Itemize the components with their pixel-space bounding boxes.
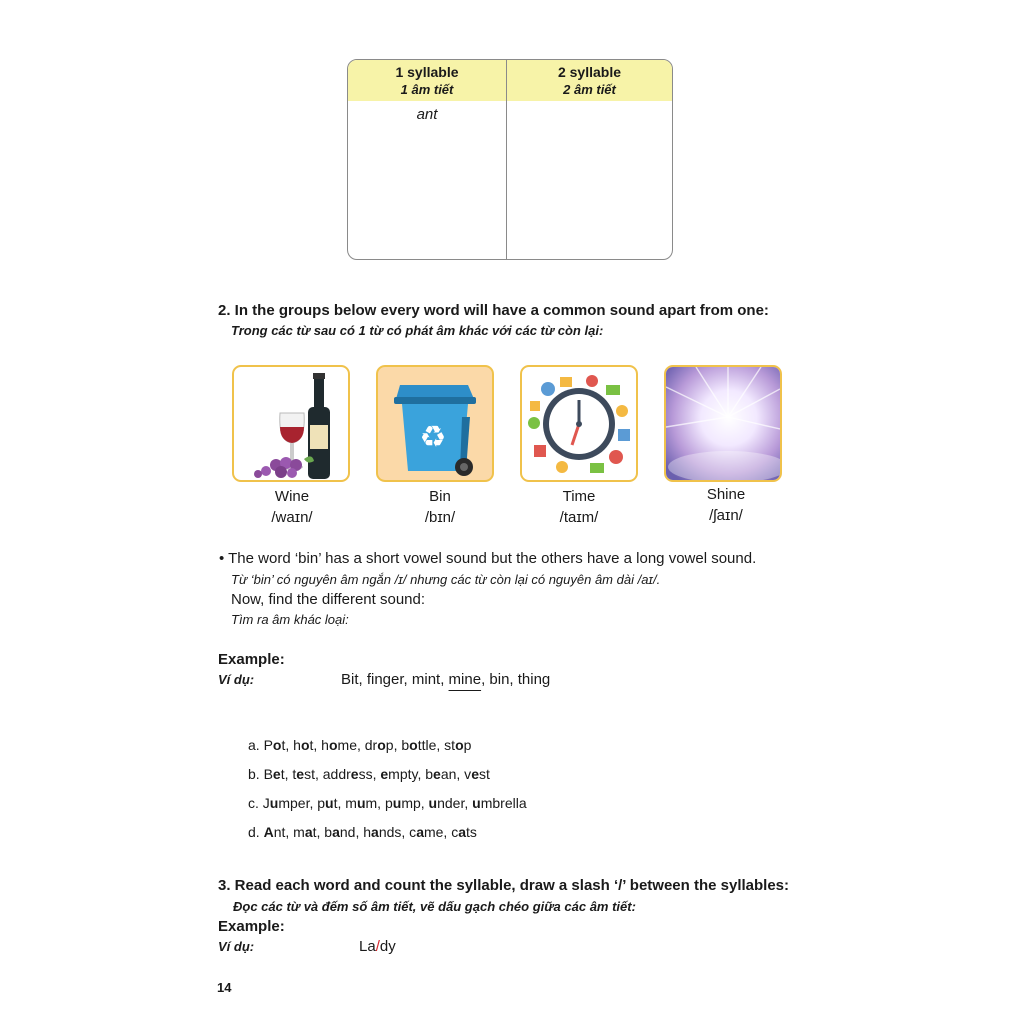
caption-ipa: /bɪn/ (424, 509, 456, 526)
option-highlight-letter: o (409, 737, 418, 753)
caption-wine (222, 486, 362, 528)
caption-ipa: /ʃaɪn/ (709, 507, 743, 524)
option-text: ttle, st (417, 737, 456, 753)
caption-word: Time (562, 488, 596, 505)
option-text: t, h (281, 737, 301, 753)
q3-example-part2: dy (379, 938, 396, 955)
q3-example-label-vi: Ví dụ: (218, 939, 255, 954)
option-highlight-letter: a (416, 824, 424, 840)
option-highlight-letter: e (433, 766, 441, 782)
col-one-syllable-header (348, 64, 506, 98)
caption-shine (656, 484, 796, 526)
syllable-table (347, 59, 673, 260)
option-highlight-letter: o (455, 737, 464, 753)
option-highlight-letter: o (328, 737, 338, 753)
option-text: mper, p (278, 795, 326, 811)
caption-ipa: /taɪm/ (559, 509, 599, 526)
note-text: • The word ‘bin’ has a short vowel sound but the others have a long vowel sound. (219, 550, 757, 567)
option-text: P (263, 737, 273, 753)
option-highlight-letter: a (371, 824, 379, 840)
option-text: st (478, 766, 490, 782)
q3-title: 3. Read each word and count the syllable, draw a slash ‘/’ between the syllables: (218, 877, 790, 894)
example-label-vi: Ví dụ: (218, 672, 255, 687)
q3-example-label: Example: (218, 918, 285, 935)
svg-text:♻: ♻ (419, 420, 447, 455)
option-highlight-letter: e (380, 766, 389, 782)
example-before: Bit, finger, mint, (341, 671, 449, 688)
option-highlight-letter: e (350, 766, 359, 782)
option-highlight-letter: e (272, 766, 281, 782)
option-highlight-letter: o (300, 737, 310, 753)
example-after: , bin, thing (481, 671, 551, 688)
option-a (248, 737, 471, 753)
option-text: J (262, 795, 270, 811)
option-text: p, b (385, 737, 410, 753)
col1-subtitle: 1 âm tiết (400, 82, 454, 97)
option-highlight-letter: e (471, 766, 479, 782)
q2-subtitle: Trong các từ sau có 1 từ có phát âm khác với các từ còn lại: (231, 323, 604, 338)
option-text: mbrella (480, 795, 527, 811)
col2-title: 2 syllable (557, 64, 622, 80)
page-number: 14 (217, 980, 232, 995)
time-picture (520, 365, 638, 482)
option-highlight-letter: a (458, 824, 467, 840)
option-text: B (263, 766, 273, 782)
option-highlight-letter: o (377, 737, 386, 753)
caption-time (509, 486, 649, 528)
caption-word: Shine (706, 486, 746, 503)
example-words (341, 671, 550, 688)
option-text: nds, c (378, 824, 417, 840)
option-text: an, v (440, 766, 472, 782)
q3-example-slash: / (375, 938, 380, 955)
option-label: c. (248, 795, 263, 811)
option-text: mp, (401, 795, 429, 811)
option-text: nd, h (339, 824, 372, 840)
option-highlight-letter: u (356, 795, 366, 811)
option-d (248, 824, 477, 840)
option-highlight-letter: o (272, 737, 282, 753)
option-highlight-letter: A (263, 824, 274, 840)
option-text: me, c (423, 824, 459, 840)
q3-example-word (359, 938, 396, 955)
instruction-text: Now, find the different sound: (231, 591, 426, 608)
option-highlight-letter: u (392, 795, 402, 811)
option-label: d. (248, 824, 264, 840)
col2-subtitle: 2 âm tiết (563, 82, 616, 97)
option-text: st, addr (304, 766, 351, 782)
caption-word: Wine (274, 488, 310, 505)
option-highlight-letter: a (304, 824, 313, 840)
caption-word: Bin (429, 488, 451, 505)
q3-subtitle: Đọc các từ và đếm số âm tiết, vẽ dấu gạch chéo giữa các âm tiết: (233, 899, 636, 914)
option-text: t, m (333, 795, 357, 811)
option-b (248, 766, 490, 782)
option-text: t, h (309, 737, 329, 753)
option-c (248, 795, 527, 811)
clock-icon (522, 367, 636, 480)
option-text: t, t (280, 766, 297, 782)
wine-icon (234, 367, 348, 480)
option-highlight-letter: u (269, 795, 279, 811)
light-burst-icon (666, 367, 780, 480)
instruction-text-vi: Tìm ra âm khác loại: (231, 612, 349, 627)
option-highlight-letter: u (472, 795, 481, 811)
q3-example-part1: La (359, 938, 376, 955)
option-highlight-letter: e (296, 766, 305, 782)
option-label: a. (248, 737, 264, 753)
col1-entry: ant (416, 106, 438, 123)
option-text: mpty, b (388, 766, 434, 782)
option-highlight-letter: u (325, 795, 334, 811)
option-text: me, dr (337, 737, 378, 753)
option-label: b. (248, 766, 264, 782)
wine-picture (232, 365, 350, 482)
option-text: t, b (312, 824, 333, 840)
caption-bin (370, 486, 510, 528)
note-text-vi: Từ ‘bin’ có nguyên âm ngắn /ɪ/ nhưng các từ còn lại có nguyên âm dài /aɪ/. (231, 572, 661, 587)
col1-title: 1 syllable (395, 64, 459, 80)
bin-picture (376, 365, 494, 482)
option-text: m, p (365, 795, 393, 811)
example-marked-word: mine (448, 671, 482, 688)
example-label: Example: (218, 651, 285, 668)
option-text: p (463, 737, 472, 753)
option-highlight-letter: a (332, 824, 340, 840)
q2-title: 2. In the groups below every word will have a common sound apart from one: (218, 302, 769, 319)
shine-picture (664, 365, 782, 482)
option-text: nder, (437, 795, 473, 811)
col-two-syllable-header (507, 64, 672, 98)
option-text: nt, m (273, 824, 305, 840)
recycle-bin-icon (378, 367, 492, 480)
option-text: ss, (358, 766, 381, 782)
caption-ipa: /waɪn/ (271, 509, 313, 526)
option-text: ts (466, 824, 477, 840)
option-highlight-letter: u (428, 795, 438, 811)
